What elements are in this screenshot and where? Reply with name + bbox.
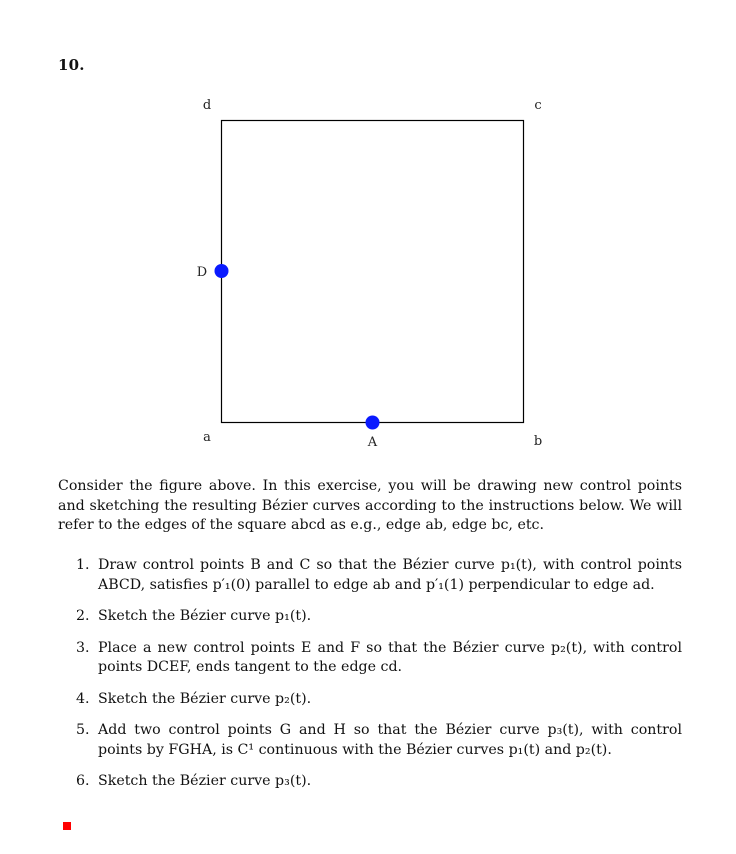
step-text: Add two control points G and H so that the Bézier curve p₃(t), with control points by FGHA, is C¹ continuous with the Bézier curves p₁(t) and p₂(t).: [98, 722, 682, 758]
control-point-label-a: A: [367, 435, 378, 450]
list-item: [58, 721, 682, 760]
list-item: [58, 639, 682, 678]
corner-label-c: c: [534, 98, 542, 113]
step-text: Place a new control points E and F so that the Bézier curve p₂(t), with control points DCEF, ends tangent to the edge cd.: [98, 639, 682, 675]
problem-number: 10.: [58, 56, 85, 74]
step-text: Draw control points B and C so that the Bézier curve p₁(t), with control points ABCD, satisfies p′₁(0) parallel to edge ab and p′₁(1) perpendicular to edge ad.: [98, 557, 682, 593]
step-number: 6.: [76, 773, 90, 789]
corner-label-a: a: [203, 430, 211, 445]
step-number: 5.: [76, 722, 90, 738]
list-item: [58, 690, 682, 710]
control-point-d[interactable]: [215, 264, 229, 278]
corner-label-b: b: [533, 434, 543, 449]
control-point-label-d: D: [196, 265, 208, 280]
square-abcd: [222, 121, 524, 423]
step-number: 2.: [76, 608, 90, 624]
step-number: 4.: [76, 690, 90, 707]
list-item: [58, 556, 682, 595]
step-text: Sketch the Bézier curve p₂(t).: [98, 690, 312, 707]
instruction-list: [58, 556, 682, 804]
corner-label-d: d: [202, 98, 212, 113]
step-text: Sketch the Bézier curve p₁(t).: [98, 608, 312, 624]
step-number: 1.: [76, 557, 90, 573]
list-item: [58, 772, 682, 792]
intro-paragraph: Consider the figure above. In this exercise, you will be drawing new control points and sketching the resulting Bézier curves according to the instructions below. We will refer to the edges of the square abcd as e.g., edge ab, edge bc, etc.: [58, 478, 682, 533]
list-item: [58, 607, 682, 627]
end-of-problem-marker: [63, 822, 71, 830]
step-text: Sketch the Bézier curve p₃(t).: [98, 773, 312, 789]
control-point-a[interactable]: [366, 416, 380, 430]
step-number: 3.: [76, 639, 90, 656]
